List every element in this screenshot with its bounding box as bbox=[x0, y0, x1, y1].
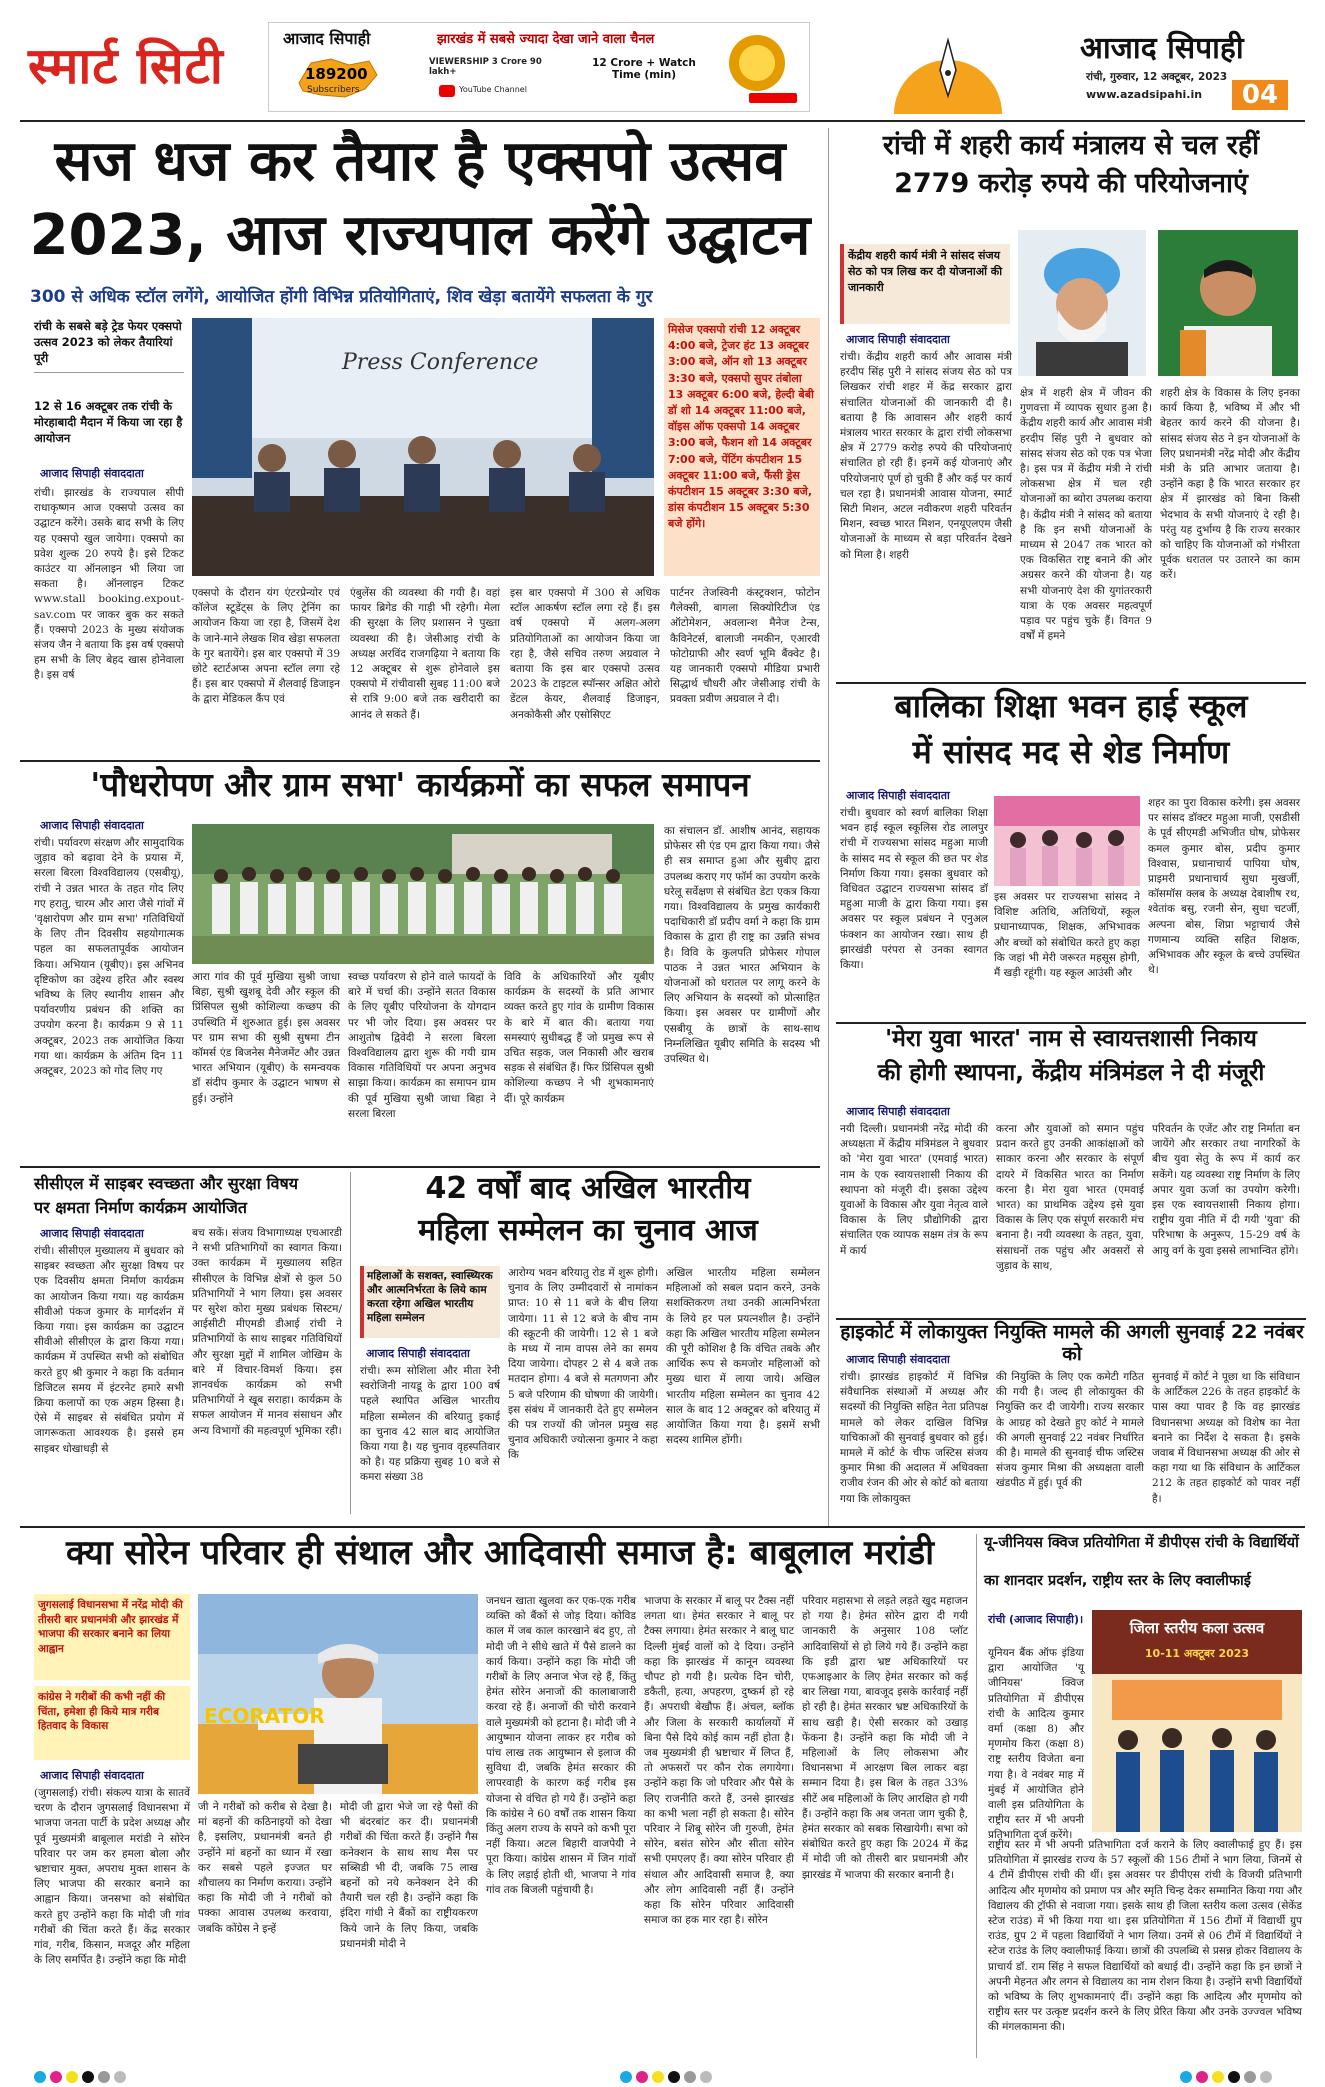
yuva-headline-2: की होगी स्थापना, केंद्रीय मंत्रिमंडल ने दी मंजूरी bbox=[877, 1060, 1265, 1086]
cyber-headline-2: पर क्षमता निर्माण कार्यक्रम आयोजित bbox=[34, 1198, 248, 1217]
marandi-photo-banner: ECORATOR bbox=[204, 1704, 325, 1728]
yuva-bottom-rule bbox=[836, 1318, 1306, 1320]
urban-headline-2: 2779 करोड़ रुपये की परियोजनाएं bbox=[894, 168, 1248, 199]
lead-schedule: मिसेज एक्सपो रांची 12 अक्टूबर 4:00 बजे, ट्रेजर हंट 13 अक्टूबर 3:00 बजे, ऑन शो 13 अक्टूबर 3:30 बजे, एक्सपो सुपर तंबोला 13 अक्टूबर 6:00 बजे, हेल्दी बेबी डॉ शो 14 अक्टूबर 11:00 बजे, वॉइस ऑफ एक्सपो 14 अक्टूबर 3:00 बजे, फैशन शो 14 अक्टूबर 7:00 बजे, पेंटिंग कंपटीशन 15 अक्टूबर 11:00 बजे, फैंसी ड्रेस कंपटीशन 15 अक्टूबर 3:30 बजे, डांस कंपटीशन 15 अक्टूबर 5:30 बजे होंगे। bbox=[664, 318, 820, 576]
bottom-column-rule bbox=[976, 1534, 977, 2058]
paudharopan-body-1: रांची। पर्यावरण संरक्षण और सामुदायिक जुड़ाव को बढ़ावा देने के प्रयास में, सरला बिरला विश्वविद्यालय (एसबीयू), रांची ने उन्नत भारत के तहत गोद लिए गए हरातु, चारम और आरा जैसे गांवों में 'वृक्षारोपण और ग्राम सभा' गतिविधियों के लिए तीन दिवसीय सहयोगात्मक पहल का सफलतापूर्वक आयोजन किया। अभियान (यूबीए)। इस अभिनव दृष्टिकोण का उद्देश्य हरित और स्वस्थ भविष्य के लिए स्थानीय शासन और पर्यावरणीय प्रबंधन की शक्ति का उपयोग करना है। कार्यक्रम 9 से 11 अक्टूबर, 2023 तक आयोजित किया गया था। कार्यक्रम के अंतिम दिन 11 अक्टूबर, 2023 को गोद लिए गए bbox=[34, 837, 184, 1078]
registration-marks-left bbox=[34, 2068, 130, 2087]
lead-body-1: रांची। झारखंड के राज्यपाल सीपी राधाकृष्णन आज एक्सपो उत्सव का उद्घाटन करेंगे। उसके बाद सभी के लिए यह एक्सपो खुल जायेगा। एक्सपो का प्रवेश शुल्क 20 रुपये है। इसे टिकट काउंटर या ऑनलाइन भी लिया जा सकता है। ऑनलाइन टिकट www.stall booking.expout-sav.com पर जाकर बुक कर सकते हैं। एक्सपो 2023 के मुख्य संयोजक संजय जैन ने बताया कि इस वर्ष एक्सपो हम सभी के लिए बेहद खास होनेवाला है। इस वर्ष bbox=[34, 487, 184, 682]
masthead bbox=[0, 0, 1325, 118]
yuva-body-1: नयी दिल्ली। प्रधानमंत्री नरेंद्र मोदी की अध्यक्षता में केंद्रीय मंत्रिमंडल ने बुधवार को 'मेरा युवा भारत' (एमवाई भारत) नाम के एक स्वायत्तशासी निकाय की स्थापना को मंजूरी दी। इसका उद्देश्य युवाओं के विकास और युवा नेतृत्व वाले विकास के लिए प्रौद्योगिकी द्वारा संचालित एक व्यापक सक्षम तंत्र के रूप में कार्य bbox=[840, 1123, 988, 1257]
lead-body-4: इस बार एक्सपो में 300 से अधिक स्टॉल आकर्षण स्टॉल लगा रहे हैं। इस वर्ष एक्सपो में अलग-अलग प्रतियोगिताओं का आयोजन किया जा रहा है, जैसे सचिव तरुण अग्रवाल ने बताया कि इस बार एक्सपो उत्सव 2023 के टाइटल स्पॉन्सर अक्षित ओरो डेंटल केयर, शैलवाई डिजाइन, अनकोकैसी और एसोसिएट bbox=[510, 587, 660, 721]
school-body-2: इस अवसर पर राज्यसभा सांसद ने विशिष्ट अतिथि, अतिथियों, स्कूल प्रधानाध्यापक, शिक्षक, अभिभावक और बच्चों को संबोधित करते हुए कहा कि जहां भी मेरी जरूरत महसूस होगी, मैं खड़ी रहूंगी। यह स्कूल आउंसी और bbox=[994, 891, 1140, 980]
dps-photo-banner: जिला स्तरीय कला उत्सव bbox=[1129, 1619, 1265, 1637]
cyber-headline-1: सीसीएल में साइबर स्वच्छता और सुरक्षा विषय bbox=[34, 1174, 299, 1193]
ad-tagline: झारखंड में सबसे ज्यादा देखा जाने वाला चैनल bbox=[437, 32, 655, 47]
urban-body-2: क्षेत्र में शहरी क्षेत्र में जीवन की गुणवत्ता में व्यापक सुधार हुआ है। केंद्रीय शहरी कार्य और आवास मंत्री हरदीप सिंह पुरी ने बुधवार को सांसद संजय सेठ को एक पत्र भेजा है। इस पत्र में केंद्रीय मंत्री ने रांची लोकसभा क्षेत्र में चल रही योजनाओं का ब्योरा उपलब्ध कराया है। केंद्रीय मंत्री ने सांसद को बताया है कि इन सभी योजनाओं के माध्यम से 2047 तक भारत को एक विकसित राष्ट्र बनाने की ओर अग्रसर करने की योजना है। यह सभी योजनाएं देश की युगांतरकारी यात्रा के एक अवसर महत्वपूर्ण पड़ाव पर पहुंच चुके हैं। विगत 9 वर्षों में हमने bbox=[1020, 387, 1152, 643]
center-column-rule bbox=[828, 128, 829, 1528]
urban-headline-1: रांची में शहरी कार्य मंत्रालय से चल रहीं bbox=[882, 130, 1260, 161]
dps-body-1: यूनियन बैंक ऑफ इंडिया द्वारा आयोजित 'यू जीनियस' क्विज प्रतियोगिता में डीपीएस रांची के आदित्य कुमार वर्मा (कक्षा 8) और मृणमोय किरा (कक्षा 8) राष्ट्र स्तरीय विजेता बना गया है। वे नवंबर माह में मुंबई में आयोजित होने वाली इस प्रतियोगिता के राष्ट्रीय स्तर में भी अपनी प्रतिभागिता दर्ज करेंगे। bbox=[988, 1647, 1084, 1842]
dps-byline: रांची (आजाद सिपाही)। bbox=[988, 1613, 1084, 1626]
hc-body-3: सुनवाई में कोर्ट ने पूछा था कि संविधान के आर्टिकल 226 के तहत हाइकोर्ट के पास क्या पावर है कि वह झारखंड विधानसभा अध्यक्ष को विशेष का नेता बनाने का निर्देश दे सकता है। इसके जवाब में विधानसभा अध्यक्ष की ओर से कहा गया था कि संविधान के आर्टिकल 212 के तहत हाइकोर्ट को पावर नहीं है। bbox=[1152, 1371, 1300, 1505]
youtube-subscribe-icon bbox=[749, 93, 797, 103]
channel-ad[interactable] bbox=[268, 22, 810, 112]
mahila-headline-2: महिला सम्मेलन का चुनाव आज bbox=[418, 1213, 758, 1248]
paudharopan-body-5: का संचालन डॉ. आशीष आनंद, सहायक प्रोफेसर सी एंड एम द्वारा किया गया। जैसे ही सत्र समाप्त हुआ और सुबीए द्वारा उपलब्ध कराए गए फॉर्म का उपयोग करके घरेलू सर्वेक्षण से संबंधित डेटा एकत्र किया गया। विश्वविद्यालय के प्रमुख कार्यकारी पदाधिकारी डॉ प्रदीप वर्मा ने कहा कि ग्राम विकास के द्वारा ही राष्ट्र का उन्नति संभव है। विवि के कुलपति प्रोफेसर गोपाल पाठक ने उन्नत भारत अभियान के योजनाओं को धरातल पर लागू करने के लिए अभियान के सदस्यों को प्रोत्साहित किया। इस अवसर पर ग्रामीणों और एसबीयू के छात्रों के साथ-साथ निम्नलिखित यूबीए समिति के सदस्य भी उपस्थित थे। bbox=[664, 825, 820, 1066]
cyber-byline: आजाद सिपाही संवाददाता bbox=[40, 1227, 144, 1240]
dateline: रांची, गुरुवार, 12 अक्टूबर, 2023 bbox=[1086, 71, 1228, 83]
section-title: स्मार्ट सिटी bbox=[28, 37, 224, 95]
dps-headline-2: का शानदार प्रदर्शन, राष्ट्रीय स्तर के लिए क्वालीफाई bbox=[984, 1573, 1251, 1589]
marandi-body-1: (जुगसलाई) रांची। संकल्प यात्रा के सातवें चरण के दौरान जुगसलाई विधानसभा में भाजपा जनता पार्टी के प्रदेश अध्यक्ष और पूर्व मुख्यमंत्री बाबूलाल मरांडी ने सोरेन परिवार पर जम कर हमला बोला और भ्रष्टाचार मुक्त, अपराध मुक्त शासन के लिए भाजपा की सरकार बनाने का आह्वान किया। जनसभा को संबोधित करते हुए उन्होंने कहा कि मोदी जी गांव गरीबों की चिंता करते हैं। केंद्र सरकार गांव, गरीब, किसान, मजदूर और महिला के लिए समर्पित है। उन्होंने कहा कि मोदी bbox=[34, 1787, 190, 1967]
urban-photo-minister bbox=[1018, 230, 1146, 376]
ad-watch-time: 12 Crore + Watch Time (min) bbox=[592, 57, 696, 81]
cyber-body-1: रांची। सीसीएल मुख्यालय में बुधवार को साइबर स्वच्छता और सुरक्षा विषय पर एक दिवसीय क्षमता निर्माण कार्यक्रम का आयोजन किया गया। यह कार्यक्रम सीवीओ पंकज कुमार के मार्गदर्शन में किया गया। इस कार्यक्रम का उद्घाटन सीवीओ सीसीएल के द्वारा किया गया। कार्यक्रम में उपस्थित सभी को संबोधित करते हुए श्री कुमार ने कहा कि वर्तमान डिजिटल समय में इंटरनेट हमारे सभी क्रिया कलापों का एक अहम हिस्सा है। ऐसे में साइबर से संबंधित प्रयोग में जागरूकता आवश्यक है। इससे हम साइबर धोखाधड़ी से bbox=[34, 1245, 184, 1455]
dps-photo bbox=[1092, 1610, 1302, 1832]
paudharopan-body-4: विवि के अधिकारियों और यूबीए कार्यक्रम के सदस्यों के प्रति आभार व्यक्त करते हुए गांव के ग्रामीण विकास के बारे में बात की। बताया गया समस्याएं सुधीबद्ध हैं जो प्रमुख रूप से उचित सड़क, जल निकासी और खराब सड़क से संबंधित हैं। फिर प्रिंसिपल सुश्री कोशिल्या कच्छप ने भी शुभकामनाएं दीं। पूरे कार्यक्रम bbox=[504, 971, 654, 1105]
lead-headline-1: सज धज कर तैयार है एक्सपो उत्सव bbox=[54, 129, 786, 194]
yuva-byline: आजाद सिपाही संवाददाता bbox=[846, 1105, 950, 1118]
yuva-headline-1: 'मेरा युवा भारत' नाम से स्वायत्तशासी निकाय bbox=[885, 1026, 1257, 1052]
masthead-rule bbox=[20, 120, 1305, 122]
middle-band-rule bbox=[20, 1526, 1305, 1528]
award-badge-icon bbox=[729, 35, 785, 91]
marandi-body-2: जी ने गरीबों को करीब से देखा है। मां बहनों की कठिनाइयों को देखा है, इसलिए, प्रधानमंत्री बनते ही उन्होंने मां बहनों का ध्यान में रखा कर सबसे पहले इज्जत घर शौचालय का निर्माण कराया। उन्होंने कहा कि मोदी जी ने गरीबों को पक्का आवास उपलब्ध करवाया, जबकि कोंग्रेस ने इन्हें bbox=[198, 1801, 332, 1935]
lead-byline: आजाद सिपाही संवाददाता bbox=[40, 467, 144, 480]
paudharopan-body-2: आरा गांव की पूर्व मुखिया सुश्री जाधा बिहा, सुश्री खुशबू देवी और स्कूल की प्रिंसिपल सुश्री कोशिल्या कच्छप की उपस्थिति में शुरुआत हुई। इस अवसर पर ग्राम सभा की सुश्री सुषमा टीन कॉमर्स एंड बिजनेस मैनेजमेंट और उन्नत भारत अभियान (यूबीए) के समन्वयक डॉ संदीप कुमार के उद्घाटन भाषण से हुई। उन्होंने bbox=[192, 971, 340, 1105]
mahila-byline: आजाद सिपाही संवाददाता bbox=[366, 1347, 470, 1360]
dps-body-2: राष्ट्रीय स्तर में भी अपनी प्रतिभागिता दर्ज कराने के लिए क्वालीफाई हुए हैं। इस प्रतियोगिता में झारखंड राज्य के 57 स्कूलों की 156 टीमों ने भाग लिया, जिनमें से 4 टीमें डीपीएस रांची की थीं। इस अवसर पर डीपीएस रांची के विजयी प्रतिभागी आदित्य और मृणमोय को प्रमाण पत्र और स्मृति चिन्ह देकर सम्मानित किया गया और विद्यालय की ट्रॉफी से नवाजा गया। इसके साथ ही जिला स्तरीय कला उत्सव (सेकेंड स्टेज राउंड) में भी किया गया था। इस प्रतियोगिता में 156 टीमों में विद्यार्थी ग्रुप राउंड, ग्रुप 2 में पहला विद्यार्थियों ने भाग लिया। उनमें से 06 टीमें में विद्यार्थियों ने स्टेज राउंड के लिए क्वालीफाई किया। छात्रों की उपलब्धि से प्रसन्न होकर विद्यालय के प्राचार्य डॉ. राम सिंह ने सफल विद्यार्थियों को बधाई दी। उन्होंने कहा कि इन छात्रों ने अपनी मेहनत और लगन से विद्यालय का नाम रोशन किया है। उन्होंने सभी विद्यार्थियों को भविष्य के लिए शुभकामनाएं दीं। उन्होंने कहा कि आदित्य और मृणमोय को राष्ट्रीय स्तर पर उत्कृष्ट प्रदर्शन करने के लिए प्रेरित किया और उनके उज्ज्वल भविष्य की मंगलकामना की। bbox=[988, 1839, 1302, 2034]
dps-photo-date: 10-11 अक्टूबर 2023 bbox=[1144, 1647, 1250, 1660]
paudharopan-body-3: स्वच्छ पर्यावरण से होने वाले फायदों के बारे में चर्चा की। उन्होंने सतत विकास के लिए यूबीए परियोजना के योगदान पर भी जोर दिया। इस अवसर पर आशुतोष द्विवेदी ने सरला बिरला विश्वविद्यालय द्वारा शुरू की गयी ग्राम विकास गतिविधियों पर अपना अनुभव साझा किया। कार्यक्रम का समापन ग्राम की पूर्व मुखिया सुश्री जाधा बिहा ने सरला बिरला bbox=[348, 971, 496, 1120]
dps-headline-1: यू-जीनियस क्विज प्रतियोगिता में डीपीएस रांची के विद्यार्थियों bbox=[984, 1535, 1299, 1551]
urban-body-1: रांची। केंद्रीय शहरी कार्य और आवास मंत्री हरदीप सिंह पुरी ने सांसद संजय सेठ को पत्र लिखकर रांची शहर में केंद्र सरकार द्वारा संचालित योजनाओं की जानकारी दी है। बताया है कि आवासन और शहरी कार्य मंत्रालय भारत सरकार के द्वारा रांची लोकसभा क्षेत्र में 2779 करोड़ रुपये की परियोजनाएं संचालित हो रही हैं। इनमें कई योजनाएं और परियोजनाएं पूर्ण हो चुकी हैं और कई पर कार्य चल रहा है। प्रधानमंत्री आवास योजना, स्मार्ट सिटी मिशन, अटल नवीकरण शहरी परिवर्तन मिशन, स्वच्छ भारत मिशन, एनयूएलएम जैसी योजनाओं के माध्यम से बड़ा परिवर्तन देखने को मिला है। शहरी bbox=[840, 351, 1012, 561]
page-number: 04 bbox=[1232, 80, 1288, 110]
ad-viewership: VIEWERSHIP 3 Crore 90 lakh+ bbox=[429, 57, 542, 77]
ad-subscribers-label: Subscribers bbox=[307, 85, 360, 95]
paudharopan-headline: 'पौधरोपण और ग्राम सभा' कार्यक्रमों का सफल समापन bbox=[90, 765, 750, 804]
school-headline-1: बालिका शिक्षा भवन हाई स्कूल bbox=[894, 687, 1248, 725]
school-bottom-rule bbox=[836, 1022, 1306, 1024]
ad-brand: आजाद सिपाही bbox=[283, 29, 371, 48]
school-headline-2: में सांसद मद से शेड निर्माण bbox=[912, 733, 1230, 771]
lead-body-3: एंबुलेंस की व्यवस्था की गयी है। वहां फायर ब्रिगेड की गाड़ी भी रहेगी। मेला की सुरक्षा के लिए प्रशासन ने पुख्ता व्यवस्था की है। जेसीआइ रांची के अध्यक्ष अरविंद राजगढ़िया ने बताया कि 12 अक्टूबर से शुरू होनेवाले इस एक्सपो में रांचीवासी सुबह 11:00 बजे से रात्रि 9:00 बजे तक खरीदारी का आनंद ले सकते हैं। bbox=[350, 587, 500, 721]
mahila-body-1: रांची। रूम सोशिला और मीता रेनी स्वरोजिनी नायडू के द्वारा 100 वर्ष पहले स्थापित अखिल भारतीय महिला सम्मेलन की बरियातु इकाई का चुनाव 42 साल बाद आयोजित किया गया है। यह चुनाव वृहस्पतिवार को है। यह प्रक्रिया सुबह 10 बजे से कमरा संख्या 38 bbox=[360, 1365, 500, 1484]
mahila-callout: महिलाओं के सशक्त, स्वास्थ्यिरक और आत्मनिर्भरता के लिये काम करता रहेगा अखिल भारतीय महिला सम्मेलन bbox=[360, 1266, 500, 1338]
ad-subscribers: 189200 bbox=[305, 65, 368, 83]
cyber-body-2: बच सकें। संजय विभागाध्यक्ष एचआरडी ने सभी प्रतिभागियों का स्वागत किया। उक्त कार्यक्रम में मुख्यालय सहित सीसीएल के विभिन्न क्षेत्रों से कुल 50 प्रतिभागियों ने भाग लिया। इस अवसर पर सुरेश कोरा मुख्य प्रबंधक सिस्टम/आईसीटी मीएमडी डीआई रांची ने प्रतिभागियों के साथ साइबर गतिविधियों और सुरक्षा मुद्दों में शामिल जोखिम के बारे में विचार-विमर्श किया। इस ज्ञानवर्धक कार्यक्रम को सभी प्रतिभागियों ने खूब सराहा। कार्यक्रम के सफल आयोजन में मानव संसाधन और अन्य विभागों की महत्वपूर्ण भूमिका रही। bbox=[192, 1227, 342, 1437]
school-body-1: रांची। बुधवार को स्वर्ण बालिका शिक्षा भवन हाई स्कूल स्कूलिस रोड लालपुर रांची में राज्यसभा सांसद महुआ माजी के सांसद मद से स्कूल की छत पर शेड निर्माण किया गया। इसका बुधवार को विधिवत उद्घाटन राज्यसभा सांसद डॉ महुआ माजी के द्वारा किया गया। इस अवसर पर स्कूल प्रबंधन ने एनुअल फंक्शन का आयोजन रखा। साथ ही झारखंडी परंपरा से उनका स्वागत किया। bbox=[840, 807, 988, 972]
marandi-body-3: मोदी जी द्वारा भेजे जा रहे पैसों की भी बंदरबांट कर दी। प्रधानमंत्री गरीबों की चिंता करते हैं। उन्होंने गैस कनेक्शन के साथ साथ मैस पर सब्सिडी भी दी, जबकि 75 लाख बहनों को नये कनेक्शन देने की तैयारी चल रही है। उन्होंने कहा कि इंदिरा गांधी ने बैंकों का राष्ट्रीयकरण किये जाने के लिए किया, जबकि प्रधानमंत्री मोदी ने bbox=[340, 1801, 478, 1950]
marandi-body-4: जनधन खाता खुलवा कर एक-एक गरीब व्यक्ति को बैंकों से जोड़ दिया। कोविड काल में जब काल कारखाने बंद हुए, तो मोदी जी ने सीधे खाते में पैसे डालने का कार्य किया। उन्होंने कहा कि मोदी जी गरीबों के लिए अनाज भेज रहे हैं, किंतु हेमंत सोरेन अनाजों की कालाबाजारी करवा रहे हैं। अनाजों की चोरी करवाने वाले मुख्यमंत्री को हटाना है। मोदी जी ने आयुष्मान योजना लाकर हर गरीब को पांच लाख तक आयुष्मान से इलाज की सुविधा दी, जबकि हेमंत सरकार की लापरवाही के कारण कई गरीब इस योजना से वंचित हो गये हैं। उन्होंने कहा कि कांग्रेस ने 60 वर्षों तक शासन किया किंतु अलग राज्य के सपने को कभी पूरा नहीं किया। अटल बिहारी वाजपेयी ने पूरा किया। कांग्रेस शासन में जिन गांवों के लिए लड़ाई होती थी, भाजपा ने गांव गांव तक बिजली पहुंचायी है। bbox=[486, 1595, 636, 1896]
paper-name: आजाद सिपाही bbox=[1080, 31, 1244, 66]
lead-highlight-2: 12 से 16 अक्टूबर तक रांची के मोरहाबादी मैदान में किया जा रहा है आयोजन bbox=[34, 399, 183, 445]
school-photo bbox=[994, 796, 1140, 886]
mahila-body-2: आरोग्य भवन बरियातु रोड में शुरू होगी। चुनाव के लिए उम्मीदवारों से नामांकन प्राप्त: 10 से 11 बजे के बीच लिया जायेगा। 11 से 12 बजे के बीच नाम की स्क्रूटनी की जायेगी। 12 से 1 बजे के मध्य में नाम वापस लेने का समय दिया जायेगा। दोपहर 2 से 4 बजे तक मतदान होगा। 4 बजे से मतगणना और 5 बजे परिणाम की घोषणा की जायेगी। इस संबंध में जानकारी देते हुए सम्मेलन की पत्र राज्यों की जोनल प्रमुख सह चुनाव अधिकारी ज्योत्सना कुमार ने कहा कि bbox=[508, 1267, 658, 1462]
yuva-body-2: करना और युवाओं को समान पहुंच प्रदान करते हुए उनकी आकांक्षाओं को साकार करना और सरकार के संपूर्ण दायरे में विकसित भारत का निर्माण करना है। मेरा युवा भारत (एमवाई भारत) का प्राथमिक उद्देश्य इसे युवा विकास के लिए एक संपूर्ण सरकारी मंच बनाना है। नयी व्यवस्था के तहत, युवा, संसाधनों तक पहुंच और अवसरों से जुड़ाव के साथ, bbox=[996, 1123, 1144, 1272]
lead-body-2: एक्सपो के दौरान यंग एंटरप्रेन्योर एवं कॉलेज स्टूडेंट्स के लिए ट्रेनिंग का आयोजन किया जा रहा है, जिसमें देश के जाने-माने लेखक शिव खेड़ा सफलता के गुर बतायेंगे। इस बार एक्सपो में 39 छोटे स्टार्टअप्स अपना स्टॉल लगा रहे हैं। इस बार एक्सपो में शैलवाई डिजाइन के द्वारा मेडिकल कैंप एवं bbox=[192, 587, 340, 706]
hc-body-2: की नियुक्ति के लिए एक कमेटी गठित की गयी है। जल्द ही लोकायुक्त की नियुक्ति कर दी जायेगी। राज्य सरकार के आग्रह को देखते हुए कोर्ट ने मामले की अगली सुनवाई 22 नवंबर निर्धारित की है। मामले की सुनवाई चीफ जस्टिस संजय कुमार मिश्रा की अध्यक्षता वाली खंडपीठ में हुई। पूर्व की bbox=[996, 1371, 1144, 1490]
marandi-body-6: परिवार महासभा से लड़ते लड़ते खुद महाजन हो गया है। हेमंत सोरेन द्वारा दी गयी जानकारी के अनुसार 108 प्लॉट आदिवासियों से हो लिये गये हैं। उन्होंने कहा कि इडी द्वारा भ्रष्ट अधिकारियों पर एफआइआर के लिए हेमंत सरकार को कई बार लिखा गया, बावजूद इसके कार्रवाई नहीं हो रही है। हेमंत सरकार भ्रष्ट अधिकारियों के साथ खड़ी है। ऐसी सरकार को उखाड़ फेंकना है। उन्होंने कहा कि मोदी जी ने महिलाओं के लिए लोकसभा और विधानसभा में आरक्षण बिल लाकर बड़ा सम्मान दिया है। इस बिल के तहत 33% सीटें अब महिलाओं के लिए आरक्षित हो गयी हैं। उन्होंने कहा कि अब जनता जाग चुकी है, हेमंत सरकार को सबक सिखायेगी। सभा को संबोधित करते हुए कहा कि 2024 में केंद्र में मोदी जी को तीसरी बार प्रधानमंत्री और झारखंड में भाजपा की सरकार बनानी है। bbox=[802, 1595, 968, 1881]
urban-body-3: शहरी क्षेत्र के विकास के लिए इनका कार्य किया है, भविष्य में और भी बेहतर कार्य करने की योजना है। सांसद संजय सेठ ने इन योजनाओं के लिए प्रधानमंत्री नरेंद्र मोदी और केंद्रीय मंत्री के प्रति आभार जताया है। उन्होंने कहा है कि भारत सरकार हर क्षेत्र में झारखंड को बिना किसी भेदभाव के सभी योजनाएं दे रही है। परंतु यह दुर्भाग्य है कि राज्य सरकार को चाहिए कि योजनाओं को गंभीरता पूर्वक धरातल पर उतारने का काम करें। bbox=[1160, 387, 1300, 582]
youtube-icon bbox=[439, 85, 455, 97]
paper-logo-icon bbox=[890, 18, 1006, 114]
lead-bottom-rule bbox=[20, 760, 820, 762]
marandi-byline: आजाद सिपाही संवाददाता bbox=[40, 1769, 144, 1782]
marandi-photo bbox=[198, 1594, 478, 1794]
lead-highlight-1: रांची के सबसे बड़े ट्रेड फेयर एक्सपो उत्सव 2023 को लेकर तैयारियां पूरी bbox=[34, 318, 184, 373]
plantation-group-photo bbox=[192, 824, 654, 964]
press-conference-photo bbox=[192, 318, 654, 576]
school-byline: आजाद सिपाही संवाददाता bbox=[846, 789, 950, 802]
registration-marks-center bbox=[620, 2068, 716, 2087]
paudharopan-bottom-rule bbox=[20, 1166, 820, 1168]
urban-callout: केंद्रीय शहरी कार्य मंत्री ने सांसद संजय सेठ को पत्र लिख कर दी योजनाओं की जानकारी bbox=[840, 244, 1010, 324]
urban-byline: आजाद सिपाही संवाददाता bbox=[846, 333, 950, 346]
cyber-column-rule bbox=[350, 1172, 351, 1514]
marandi-body-5: भाजपा के सरकार में बालू पर टैक्स नहीं लगता था। हेमंत सरकार ने बालू पर टैक्स लगाया। हेमंत सरकार ने बालू घाट दिल्ली मुंबई वालों को दे दिया। उन्होंने कहा कि झारखंड में कानून व्यवस्था चौपट हो गयी है। प्रत्येक दिन चोरी, डकैती, हत्या, अपहरण, दुष्कर्म हो रहे हैं। अपराधी बेखौफ हैं। अंचल, ब्लॉक और जिला के सरकारी कार्यालयों में बिना पैसे दिये कोई काम नहीं होता है। जब मुख्यमंत्री ही भ्रष्टाचार में लिप्त हैं, तो अफसरों पर कौन रोक लगायेगा। उन्होंने कहा कि जो परिवार और पैसे के लिए राजनीति करते हैं, उनसे झारखंड का कभी भला नहीं हो सकता है। सोरेन परिवार ने शिबू सोरेन जी गुरुजी, हेमंत सोरेन, बसंत सोरेन और सीता सोरेन सभी एमएलए हैं। क्या सोरेन परिवार ही संथाल और आदिवासी समाज है, क्या और लोग आदिवासी नहीं हैं। उन्होंने कहा कि सोरेन परिवार आदिवासी समाज का हक मार रहा है। सोरेन bbox=[644, 1595, 794, 1927]
lead-subhead: 300 से अधिक स्टॉल लगेंगे, आयोजित होंगी विभिन्न प्रतियोगिताएं, शिव खेड़ा बतायेंगे सफलता के गुर bbox=[30, 287, 653, 307]
marandi-callout-2: कांग्रेस ने गरीबों की कभी नहीं की चिंता, हमेशा ही किये मात्र गरीब हितवाद के विकास bbox=[34, 1686, 190, 1760]
lead-headline-2: 2023, आज राज्यपाल करेंगे उद्घाटन bbox=[29, 203, 811, 268]
hc-body-1: रांची। झारखंड हाइकोर्ट में विभिन्न संवैधानिक संस्थाओं में अध्यक्ष और सदस्यों की नियुक्ति सहित नेता प्रतिपक्ष मामले को लेकर दाखिल विभिन्न याचिकाओं की सुनवाई बुधवार को हुई। मामले में कोर्ट के चीफ जस्टिस संजय कुमार मिश्रा की अदालत में अधिवक्ता राजीव रंजन की ओर से कोर्ट को बताया गया कि लोकायुक्त bbox=[840, 1371, 988, 1505]
mahila-body-3: अखिल भारतीय महिला सम्मेलन महिलाओं को सबल प्रदान करने, उनके सशक्तिकरण तथा उनकी आत्मनिर्भरता के लिये हर पल प्रयत्नशील है। उन्होंने कहा कि अखिल भारतीय महिला सम्मेलन की पूरी कोशिश है कि वंचित तबके और आर्थिक रूप से कमजोर महिलाओं को मुख्य धारा में लाया जाये। अखिल भारतीय महिला सम्मेलन का चुनाव 42 साल के बाद 12 अक्टूबर को बरियातु में आयोजित किया गया है। इसमें सभी सदस्य शामिल होंगी। bbox=[666, 1267, 820, 1447]
lead-body-5: पार्टनर तेजस्विनी कंस्ट्रक्शन, फोटोन गैलेक्सी, बागला सिक्योरिटीज एंड ऑटोमेशन, अवलान्श मैनेज टेन्स, कैविनेटर्स, बालाजी नमकीन, एआरवी फोटोग्राफी और स्वर्ण भूमि बैंक्वेट है। यह जानकारी एक्सपो मीडिया प्रभारी सिद्धार्थ चौधरी और जेसीआइ रांची के प्रवक्ता प्रवीण अग्रवाल ने दी। bbox=[670, 587, 820, 706]
mahila-headline-1: 42 वर्षों बाद अखिल भारतीय bbox=[425, 1171, 751, 1206]
marandi-headline: क्या सोरेन परिवार ही संथाल और आदिवासी समाज है: बाबूलाल मरांडी bbox=[65, 1533, 935, 1573]
urban-photo-mp bbox=[1158, 230, 1298, 376]
marandi-callout-1: जुगसलाई विधानसभा में नरेंद्र मोदी की तीसरी बार प्रधानमंत्री और झारखंड में भाजपा की सरकार बनाने का लिया आह्वान bbox=[34, 1594, 190, 1680]
website: www.azadsipahi.in bbox=[1086, 88, 1203, 101]
yuva-body-3: परिवर्तन के एजेंट और राष्ट्र निर्माता बन जायेंगे और सरकार तथा नागरिकों के बीच युवा सेतु के रूप में कार्य कर सकेंगे। यह व्यवस्था राष्ट्र निर्माण के लिए अपार युवा ऊर्जा का उपयोग करेगी। इस एक स्वायत्तशासी निकाय होगा। राष्ट्रीय युवा नीति में दी गयी 'युवा' की परिभाषा के अनुरूप, 15-29 वर्ष के आयु वर्ग के युवा इससे लाभान्वित होंगे। bbox=[1152, 1123, 1300, 1257]
hc-headline: हाइकोर्ट में लोकायुक्त नियुक्ति मामले की अगली सुनवाई 22 नवंबर को bbox=[840, 1321, 1304, 1365]
urban-bottom-rule bbox=[836, 682, 1306, 684]
registration-marks-right bbox=[1180, 2068, 1276, 2087]
paudharopan-byline: आजाद सिपाही संवाददाता bbox=[40, 819, 144, 832]
ad-youtube: YouTube Channel bbox=[459, 85, 527, 94]
school-body-3: शहर का पुरा विकास करेगी। इस अवसर पर सांसद डॉक्टर महुआ माजी, एसडीसी के पूर्व सीएमडी अभिजीत घोष, प्रोफेसर कमल कुमार बोस, प्रदीप कुमार विश्वास, प्रधानाचार्य पापिया घोष, प्राइमरी प्रधानाचार्य सुधा मुखर्जी, कॉसमॉस क्लब के अध्यक्ष देबाशीष रथ, श्वेतांक बसु, रजनी सेन, सुधा चटर्जी, अल्पना बोस, शिप्रा भट्टाचार्य जैसे गणमान्य व्यक्ति सहित शिक्षक, अभिभावक और स्कूल के बच्चे उपस्थित थे। bbox=[1148, 797, 1300, 977]
hc-byline: आजाद सिपाही संवाददाता bbox=[846, 1353, 950, 1366]
press-conference-banner: Press Conference bbox=[342, 350, 539, 375]
